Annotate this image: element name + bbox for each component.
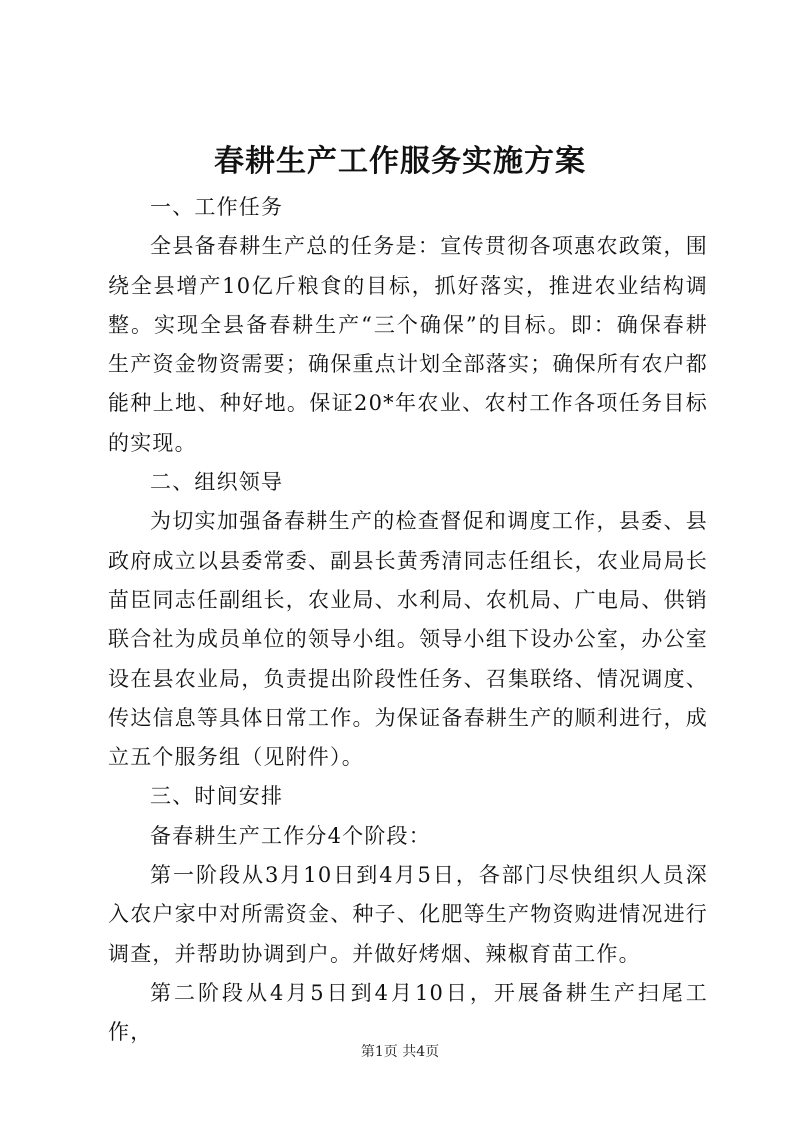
page-number-footer: 第1页 共4页 bbox=[360, 1044, 440, 1060]
paragraph-work-tasks: 全县备春耕生产总的任务是：宣传贯彻各项惠农政策，围绕全县增产10亿斤粮食的目标，抓好落实，推进农业结构调整。实现全县备春耕生产“三个确保”的目标。即：确保春耕生产资金物资需要；确保重点计划全部落实；确保所有农户都能种上地、种好地。保证20*年农业、农村工作各项任务目标的实现。 bbox=[108, 234, 708, 455]
document-title: 春耕生产工作服务实施方案 bbox=[214, 144, 586, 179]
paragraph-stage-two: 第二阶段从4月5日到4月10日，开展备耕生产扫尾工作， bbox=[108, 980, 708, 1045]
section-heading-schedule: 三、时间安排 bbox=[150, 784, 284, 809]
document-body bbox=[108, 188, 708, 1053]
section-heading-organization: 二、组织领导 bbox=[150, 470, 284, 495]
paragraph-organization: 为切实加强备春耕生产的检查督促和调度工作，县委、县政府成立以县委常委、副县长黄秀清同志任组长，农业局局长苗臣同志任副组长，农业局、水利局、农机局、广电局、供销联合社为成员单位的领导小组。领导小组下设办公室，办公室设在县农业局，负责提出阶段性任务、召集联络、情况调度、传达信息等具体日常工作。为保证备春耕生产的顺利进行，成立五个服务组（见附件）。 bbox=[108, 509, 708, 770]
section-heading-work-tasks: 一、工作任务 bbox=[150, 195, 284, 219]
paragraph-stage-one: 第一阶段从3月10日到4月5日，各部门尽快组织人员深入农户家中对所需资金、种子、化肥等生产物资购进情况进行调查，并帮助协调到户。并做好烤烟、辣椒育苗工作。 bbox=[108, 863, 708, 966]
paragraph-schedule-intro: 备春耕生产工作分4个阶段： bbox=[150, 823, 431, 848]
